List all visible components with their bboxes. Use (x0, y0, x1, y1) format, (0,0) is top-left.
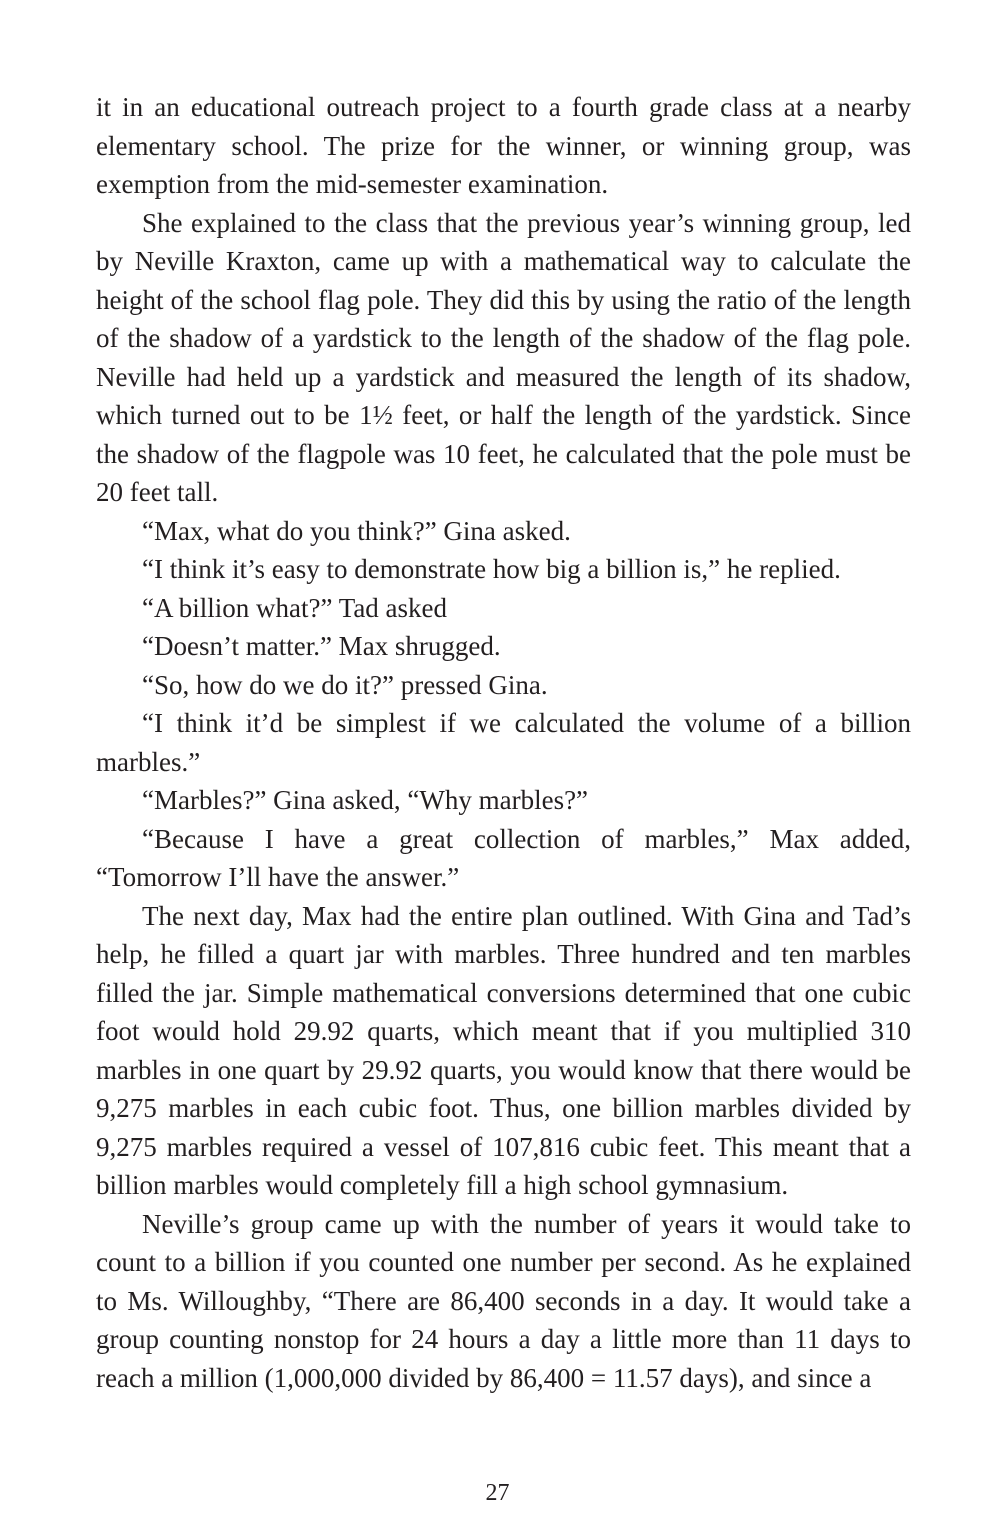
dialogue-line: “Doesn’t matter.” Max shrugged. (142, 631, 501, 661)
dialogue-line: “I think it’s easy to demonstrate how big a billion is,” he replied. (142, 554, 841, 584)
paragraph: it in an educational outreach project to a fourth grade class at a nearby elementary school. The prize for the winner, or winning group, was exemption from the mid-semester examination. (96, 92, 911, 199)
dialogue-line: “So, how do we do it?” pressed Gina. (142, 669, 548, 700)
dialogue-line: “Because I have a great collection of marbles,” Max added, “Tomorrow I’ll have the answer.” (96, 823, 911, 892)
body-text (96, 88, 911, 1397)
dialogue-line: “Max, what do you think?” Gina asked. (142, 515, 571, 546)
paragraph: She explained to the class that the previous year’s winning group, led by Neville Kraxton, came up with a mathematical way to calculate the height of the school flag pole. They did this by using the ratio of the length of the shadow of a yardstick to the length of the shadow of the flag pole. Neville had held up a yardstick and measured the length of its shadow, which turned out to be 1½ feet, or half the length of the yardstick. Since the shadow of the flagpole was 10 feet, he calculated that the pole must be 20 feet tall. (96, 207, 911, 507)
dialogue-line: “A billion what?” Tad asked (142, 592, 448, 623)
dialogue-line: “I think it’d be simplest if we calculated the volume of a billion marbles.” (96, 708, 911, 777)
page-number: 27 (485, 1480, 510, 1506)
paragraph: Neville’s group came up with the number of years it would take to count to a billion if you counted one number per second. As he explained to Ms. Willoughby, “There are 86,400 seconds in a day. It would take a group counting nonstop for 24 hours a day a little more than 11 days to reach a million (1,000,000 divided by 86,400 = 11.57 days), and since a (96, 1208, 911, 1393)
paragraph: The next day, Max had the entire plan outlined. With Gina and Tad’s help, he filled a quart jar with marbles. Three hundred and ten marbles filled the jar. Simple mathematical conversions determined that one cubic foot would hold 29.92 quarts, which meant that if you multiplied 310 marbles in one quart by 29.92 quarts, you would know that there would be 9,275 marbles in each cubic foot. Thus, one billion marbles divided by 9,275 marbles required a vessel of 107,816 cubic feet. This meant that a billion marbles would completely fill a high school gymnasium. (96, 900, 911, 1200)
dialogue-line: “Marbles?” Gina asked, “Why marbles?” (142, 785, 589, 815)
